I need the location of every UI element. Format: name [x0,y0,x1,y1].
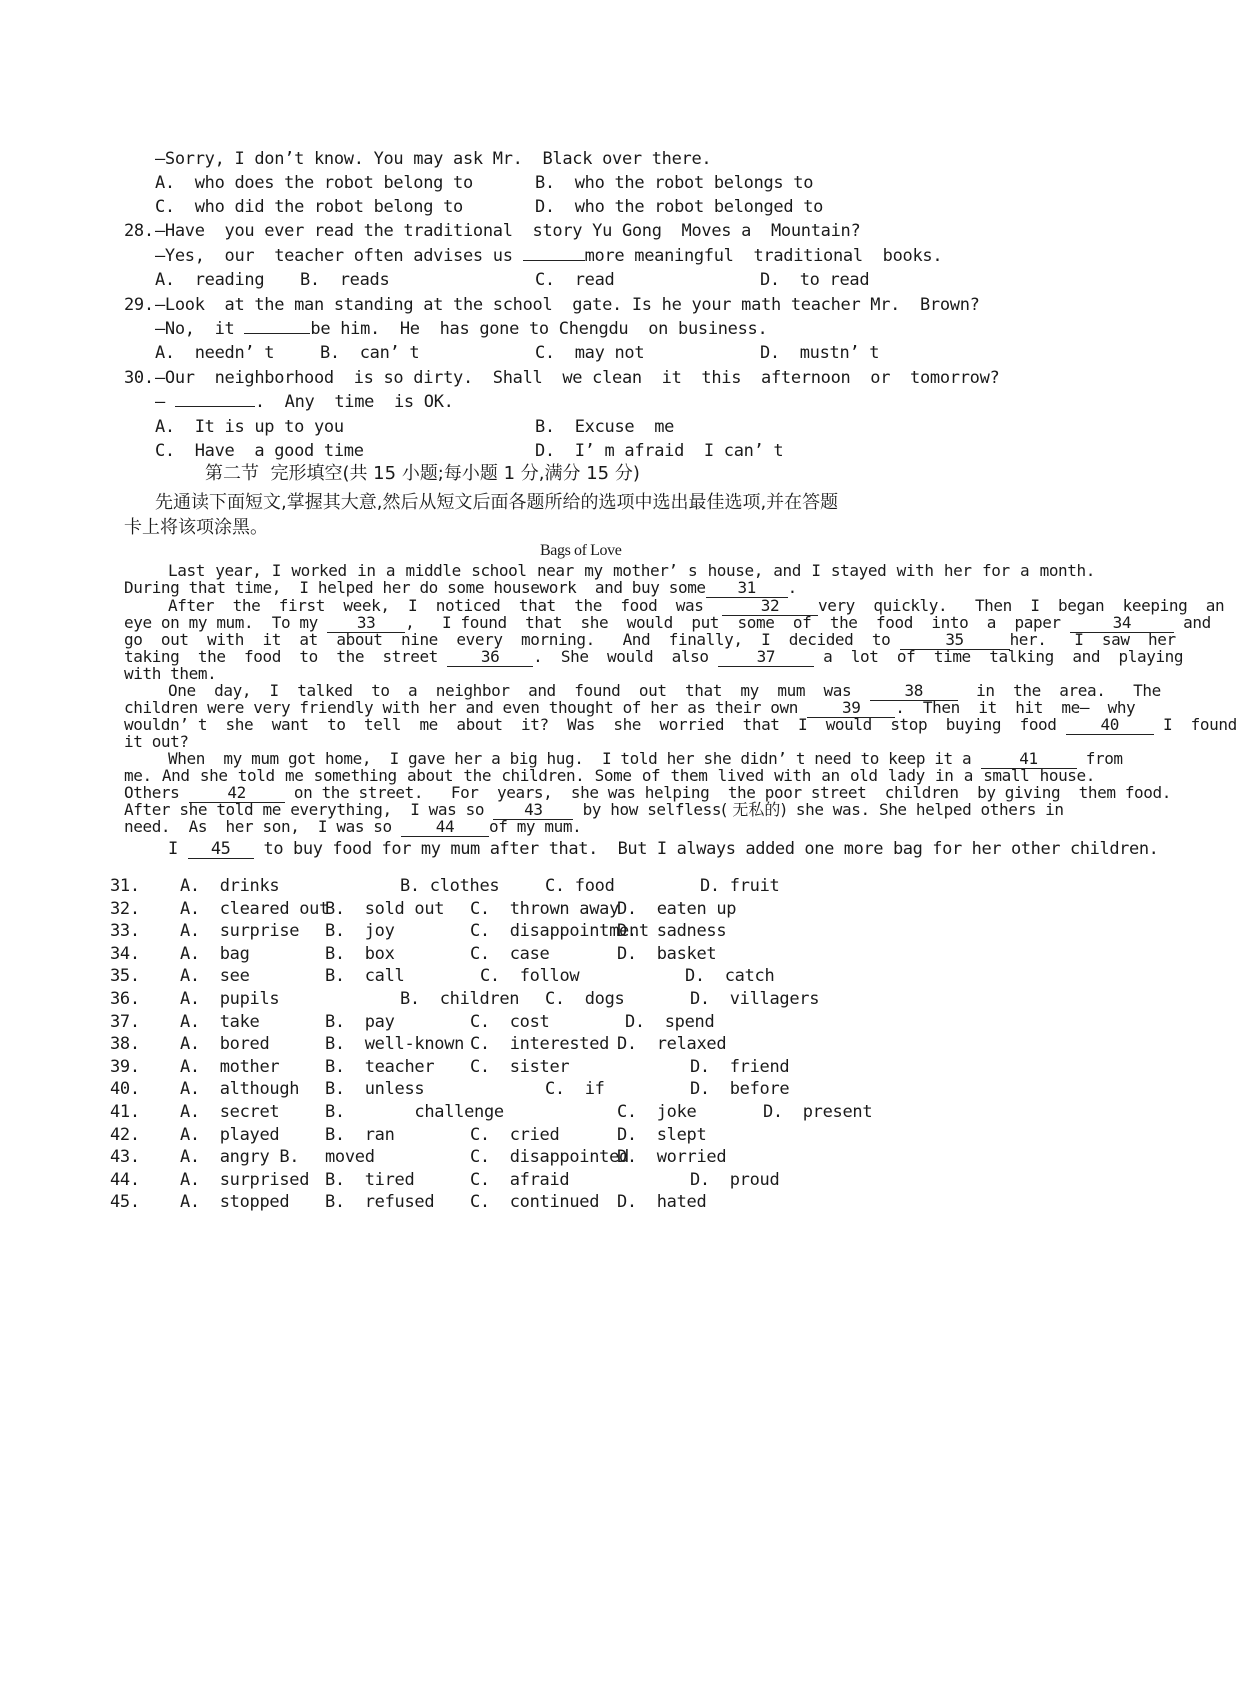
option-b: B. well-known [325,1034,465,1055]
option-row [0,875,1100,897]
option-number: 31. [110,876,140,896]
option-number: 45. [110,1192,140,1213]
option-row [0,1033,1100,1055]
option-a: A. surprised [180,1169,310,1190]
blank-35: 35 [900,631,1010,650]
q29-option-c: C. may not [535,343,645,363]
option-a: A. played [180,1124,280,1145]
option-c: C. cried [470,1124,560,1145]
option-a: A. although [180,1079,300,1100]
option-a: A. cleared out [180,898,330,919]
passage-title: Bags of Love [540,542,622,559]
option-c: C. if [545,1079,605,1100]
q30-option-c: C. Have a good time [155,441,364,461]
q28-option-b: B. reads [300,270,390,290]
q30-option-d: D. I’ m afraid I can’ t [535,441,784,461]
q30-number: 30. [124,368,154,388]
q29-option-d: D. mustn’ t [760,343,880,363]
option-c: C. afraid [470,1169,570,1190]
q28-answer-line: —Yes, our teacher often advises us more meaningful traditional books. [155,246,943,266]
passage-line: One day, I talked to a neighbor and found out that my mum was 38 in the area. The [168,681,1161,700]
option-row [0,1146,1100,1168]
option-d: D. basket [617,943,717,964]
option-number: 34. [110,943,140,964]
option-b: B. tired [325,1169,415,1190]
option-row [0,1078,1100,1100]
option-b: B. challenge [325,1102,504,1122]
option-a: A. bored [180,1034,270,1055]
blank-31: 31 [706,579,788,598]
q29-option-b: B. can’ t [320,343,420,363]
passage-line: need. As her son, I was so 44 of my mum. [124,817,582,836]
option-b: B. pay [325,1011,395,1032]
q28-option-a: A. reading [155,270,265,290]
option-row [0,1011,1100,1033]
option-c: C. continued [470,1192,600,1213]
blank-45: 45 [188,840,254,859]
q29-blank [244,333,310,334]
option-b: B. refused [325,1192,435,1213]
passage-line: Last year, I worked in a middle school near my mother’ s house, and I stayed with her for a month. [168,561,1095,580]
option-b: B. sold out [325,898,445,919]
option-a: A. mother [180,1056,280,1077]
option-number: 37. [110,1011,140,1032]
option-b: B. teacher [325,1056,435,1077]
passage-line: When my mum got home, I gave her a big hug. I told her she didn’ t need to keep it a 41 from [168,749,1123,768]
blank-38: 38 [870,682,958,701]
option-a: A. stopped [180,1192,290,1213]
option-number: 38. [110,1034,140,1055]
blank-34: 34 [1070,614,1174,633]
option-a: A. angry B. [180,1147,300,1168]
option-c: C. case [470,943,550,964]
option-b: moved [325,1147,375,1168]
option-number: 41. [110,1102,140,1122]
option-a: A. see [180,966,250,987]
option-a: A. take [180,1011,260,1032]
passage-line: Others 42 on the street. For years, she was helping the poor street children by giving them food. [124,783,1171,802]
passage-line: During that time, I helped her do some housework and buy some 31 . [124,578,797,597]
q29-answer-line: —No, it be him. He has gone to Chengdu on business. [155,319,768,339]
q29-question: —Look at the man standing at the school gate. Is he your math teacher Mr. Brown? [155,295,980,315]
passage-line: eye on my mum. To my 33 , I found that she would put some of the food into a paper 34 and [124,613,1211,632]
option-row [0,1056,1100,1078]
option-row [0,1169,1100,1191]
option-b: B. box [325,943,395,964]
q27-option-c: C. who did the robot belong to [155,197,463,217]
option-d: D. proud [690,1169,780,1190]
option-number: 39. [110,1056,140,1077]
option-number: 43. [110,1147,140,1168]
blank-32: 32 [722,597,818,616]
blank-43: 43 [493,801,573,820]
option-d: D. before [690,1079,790,1100]
option-c: C. follow [480,966,580,987]
blank-41: 41 [981,750,1077,769]
option-d: D. spend [625,1011,715,1032]
q28-option-d: D. to read [760,270,870,290]
option-d: D. relaxed [617,1034,727,1055]
option-d: D. slept [617,1124,707,1145]
option-number: 40. [110,1079,140,1100]
option-a: A. bag [180,943,250,964]
option-d: D. hated [617,1192,707,1213]
q28-question: —Have you ever read the traditional story Yu Gong Moves a Mountain? [155,221,861,241]
blank-42: 42 [189,784,285,803]
option-c: C. interested [470,1034,610,1055]
option-b: B. children [400,989,520,1009]
option-c: C. food [545,876,615,896]
passage-line: children were very friendly with her and even thought of her as their own 39 . Then it hit me— why [124,698,1136,717]
option-number: 42. [110,1124,140,1145]
option-d: D. fruit [700,876,780,896]
section-instructions-line2: 卡上将该项涂黑。 [124,517,268,538]
option-d: D. friend [690,1056,790,1077]
option-a: A. surprise [180,921,300,942]
blank-33: 33 [327,614,405,633]
option-number: 36. [110,989,140,1009]
q28-number: 28. [124,221,154,241]
option-c: C. sister [470,1056,570,1077]
option-c: C. cost [470,1011,550,1032]
option-row [0,920,1100,942]
option-b: B. unless [325,1079,425,1100]
option-d: D. present [763,1102,873,1122]
option-c: C. dogs [545,989,625,1009]
option-c: C. joke [617,1102,697,1122]
passage-line: taking the food to the street 36 . She would also 37 a lot of time talking and playing [124,647,1184,666]
option-a: A. pupils [180,989,280,1009]
q28-blank [523,260,585,261]
option-d: D. worried [617,1147,727,1168]
option-b: B. joy [325,921,395,942]
blank-40: 40 [1066,716,1154,735]
q27-dialog: —Sorry, I don’t know. You may ask Mr. Black over there. [155,149,712,169]
option-row [0,1124,1100,1146]
option-d: D. catch [685,966,775,987]
option-a: A. secret [180,1102,280,1122]
q27-option-a: A. who does the robot belong to [155,173,473,193]
q27-option-d: D. who the robot belonged to [535,197,824,217]
option-row [0,988,1100,1010]
option-d: D. eaten up [617,898,737,919]
section-heading: 第二节 完形填空(共 15 小题;每小题 1 分,满分 15 分) [205,463,640,484]
blank-44: 44 [401,818,489,837]
option-row [0,1191,1100,1213]
q29-number: 29. [124,295,154,315]
option-row [0,898,1100,920]
option-c: C. disappointed [470,1147,629,1168]
option-c: C. disappointment [470,921,649,942]
passage-line: with them. [124,664,217,683]
option-number: 32. [110,898,140,919]
q30-question: —Our neighborhood is so dirty. Shall we clean it this afternoon or tomorrow? [155,368,1000,388]
option-b: B. clothes [400,876,500,896]
passage-line: wouldn’ t she want to tell me about it? Was she worried that I would stop buying food 40 I found [124,715,1237,734]
option-row [0,943,1100,965]
q28-option-c: C. read [535,270,615,290]
option-number: 44. [110,1169,140,1190]
option-number: 33. [110,921,140,942]
q30-blank [175,406,255,407]
option-row [0,1101,1100,1123]
blank-39: 39 [807,699,895,718]
option-b: B. call [325,966,405,987]
q30-option-a: A. It is up to you [155,417,344,437]
option-c: C. thrown away [470,898,620,919]
option-d: D. villagers [690,989,820,1009]
passage-line: After the first week, I noticed that the food was 32 very quickly. Then I began keeping an [168,596,1225,615]
passage-line: it out? [124,732,189,751]
q30-answer-line: — . Any time is OK. [155,392,454,412]
blank-36: 36 [447,648,533,667]
option-a: A. drinks [180,876,280,896]
passage-line: go out with it at about nine every morning. And finally, I decided to 35 her. I saw her [124,630,1176,649]
passage-line: me. And she told me something about the children. Some of them lived with an old lady in a small house. [124,766,1095,785]
option-b: B. ran [325,1124,395,1145]
passage-line: I 45 to buy food for my mum after that. But I always added one more bag for her other children. [168,839,1159,859]
q29-option-a: A. needn’ t [155,343,275,363]
option-row [0,965,1100,987]
q30-option-b: B. Excuse me [535,417,675,437]
blank-37: 37 [718,648,814,667]
option-d: D. sadness [617,921,727,942]
passage-line: After she told me everything, I was so 43 by how selfless( 无私的) she was. She helped others in [124,800,1064,819]
q27-option-b: B. who the robot belongs to [535,173,814,193]
option-number: 35. [110,966,140,987]
section-instructions-line1: 先通读下面短文,掌握其大意,然后从短文后面各题所给的选项中选出最佳选项,并在答题 [155,492,839,513]
